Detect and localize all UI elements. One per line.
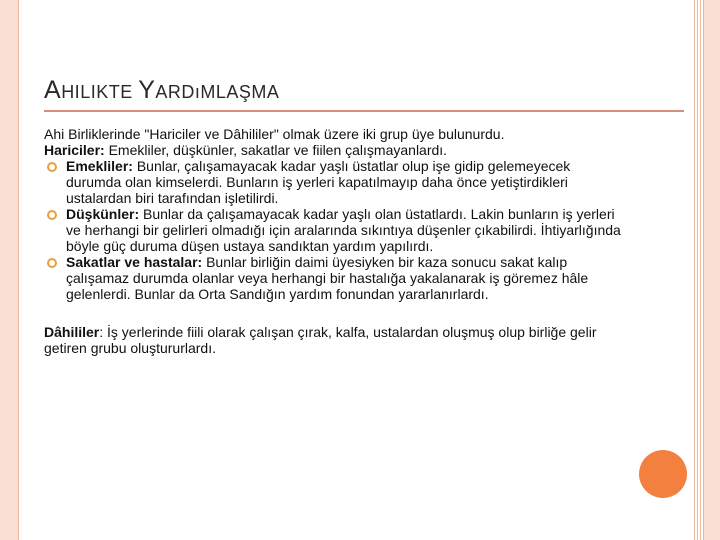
- bullet-item-emekliler: [44, 158, 624, 206]
- dahililer-paragraph: [44, 324, 624, 356]
- bullet-item-sakatlar: [44, 254, 624, 302]
- bullet-item-duskunler: [44, 206, 624, 254]
- bullet-list: [44, 158, 624, 302]
- slide-title: [44, 76, 279, 105]
- dahililer-text: : İş yerlerinde fiili olarak çalışan çırak, kalfa, ustalardan oluşmuş olup birliğe gelir getiren grubu oluştururlardı.: [44, 324, 597, 356]
- right-border-line: [700, 0, 701, 540]
- hariciler-label: Hariciler:: [44, 142, 105, 158]
- title-first-cap: A: [44, 76, 62, 104]
- left-border-line: [18, 0, 19, 540]
- title-second-cap: Y: [138, 76, 156, 104]
- bullet-icon: [47, 210, 57, 220]
- bullet-text: Bunlar, çalışamayacak kadar yaşlı üstatlar olup işe gidip gelemeyecek durumda olan kimselerdi. Bunların iş yerleri kapatılmayıp daha önce yetiştirdikleri ustalardan biri tarafından işletilirdi.: [66, 158, 571, 206]
- right-border-line: [703, 0, 704, 540]
- bullet-label: Düşkünler:: [66, 206, 140, 222]
- hariciler-text: Emekliler, düşkünler, sakatlar ve fiilen çalışmayanlardı.: [104, 142, 448, 158]
- dahililer-label: Dâhililer: [44, 324, 100, 340]
- right-border-line: [697, 0, 698, 540]
- right-border-band: [704, 0, 720, 540]
- right-border-line: [694, 0, 695, 540]
- left-border-band: [0, 0, 18, 540]
- hariciler-paragraph: [44, 142, 624, 158]
- bullet-text: Bunlar da çalışamayacak kadar yaşlı olan üstatlardı. Lakin bunların iş yerleri ve herhangi bir gelirleri olmadığı için aralarında sıkıntıya düşenler çıkabilirdi. İhtiyarlığında böyle güç duruma düşen ustaya sandıktan yardım yapılırdı.: [66, 206, 621, 254]
- title-second-rest: ARDıMLAŞMA: [155, 82, 280, 102]
- orange-circle-decoration: [639, 450, 687, 498]
- title-first-rest: HILIKTE: [61, 82, 139, 102]
- bullet-icon: [47, 162, 57, 172]
- bullet-icon: [47, 258, 57, 268]
- intro-paragraph: Ahi Birliklerinde "Hariciler ve Dâhililer" olmak üzere iki grup üye bulunurdu.: [44, 126, 505, 142]
- bullet-label: Sakatlar ve hastalar:: [66, 254, 203, 270]
- title-underline: [44, 110, 684, 112]
- bullet-text: Bunlar birliğin daimi üyesiyken bir kaza sonucu sakat kalıp çalışamaz durumda olanlar veya herhangi bir hastalığa yakalanarak iş göremez hâle gelenlerdi. Bunlar da Orta Sandığın yardım fonundan yararlanırlardı.: [66, 254, 589, 302]
- slide-body: [44, 126, 624, 356]
- bullet-label: Emekliler:: [66, 158, 133, 174]
